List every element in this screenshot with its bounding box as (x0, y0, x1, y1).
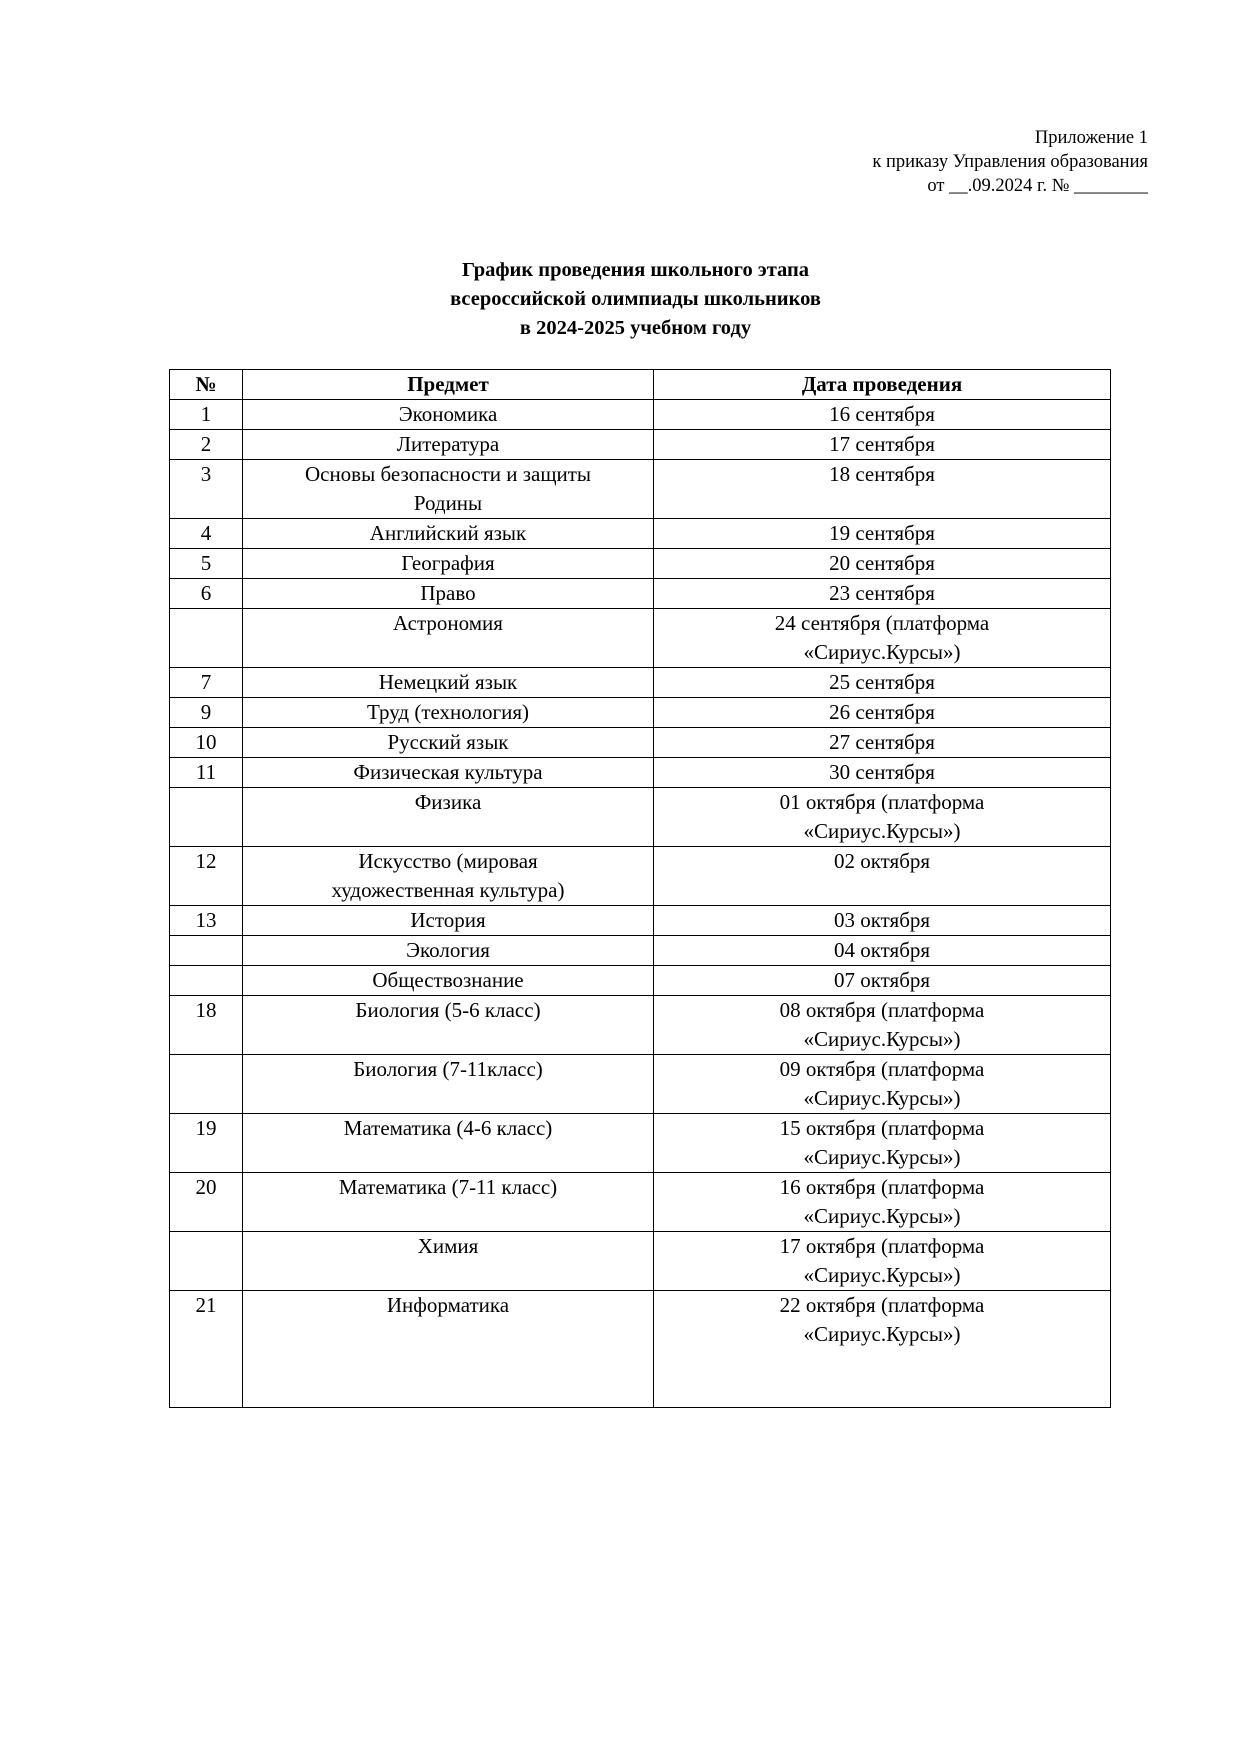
date-cell (654, 847, 1111, 906)
subject-cell-line: Искусство (мировая (358, 849, 538, 873)
subject-cell (243, 579, 654, 609)
subject-cell-line: География (401, 551, 495, 575)
row-number: 13 (170, 906, 243, 936)
subject-cell (243, 549, 654, 579)
date-cell-line: 24 сентября (платформа (774, 611, 990, 635)
subject-cell-line: Астрономия (393, 611, 503, 635)
date-cell (654, 1232, 1111, 1291)
table-row (170, 1173, 1111, 1232)
subject-cell-line: Литература (396, 432, 500, 456)
table-row (170, 400, 1111, 430)
date-cell (654, 966, 1111, 996)
appendix-header (872, 126, 1148, 198)
date-cell (654, 698, 1111, 728)
row-number: 7 (170, 668, 243, 698)
table-row (170, 788, 1111, 847)
schedule-table (169, 369, 1111, 1408)
row-number: 1 (170, 400, 243, 430)
row-number: 9 (170, 698, 243, 728)
table-row (170, 1232, 1111, 1291)
subject-cell (243, 1173, 654, 1232)
table-row (170, 906, 1111, 936)
row-number: 11 (170, 758, 243, 788)
row-number: 4 (170, 519, 243, 549)
date-cell-line: 27 сентября (829, 730, 935, 754)
date-cell-line: 15 октября (платформа (779, 1116, 985, 1140)
appendix-line-2: к приказу Управления образования (872, 152, 1148, 172)
subject-cell-line: Биология (7-11класс) (353, 1057, 543, 1081)
date-cell (654, 519, 1111, 549)
header-subject: Предмет (243, 370, 654, 400)
row-number (170, 936, 243, 966)
subject-cell (243, 1055, 654, 1114)
table-row (170, 460, 1111, 519)
subject-cell-line: Основы безопасности и защиты (304, 462, 592, 486)
date-cell-line: «Сириус.Курсы») (803, 1322, 961, 1346)
table-header-row (170, 370, 1111, 400)
table-row (170, 579, 1111, 609)
date-cell (654, 549, 1111, 579)
row-number: 12 (170, 847, 243, 906)
subject-cell (243, 519, 654, 549)
date-cell (654, 1055, 1111, 1114)
subject-cell-line: Информатика (386, 1293, 510, 1317)
subject-cell-line: Родины (413, 491, 483, 515)
date-cell (654, 1173, 1111, 1232)
date-cell-line: 04 октября (833, 938, 931, 962)
subject-cell (243, 400, 654, 430)
subject-cell (243, 609, 654, 668)
date-cell (654, 400, 1111, 430)
title-line-2: всероссийской олимпиады школьников (450, 288, 821, 310)
appendix-line-1: Приложение 1 (1034, 128, 1148, 148)
table-row (170, 549, 1111, 579)
subject-cell (243, 668, 654, 698)
date-cell-line: «Сириус.Курсы») (803, 1086, 961, 1110)
title-line-3: в 2024-2025 учебном году (519, 317, 752, 339)
date-cell-line: 08 октября (платформа (779, 998, 985, 1022)
subject-cell (243, 966, 654, 996)
subject-cell (243, 936, 654, 966)
subject-cell-line: Русский язык (387, 730, 509, 754)
date-cell-line: «Сириус.Курсы») (803, 640, 961, 664)
title-line-1: График проведения школьного этапа (461, 259, 810, 281)
appendix-line-3: от __.09.2024 г. № ________ (927, 176, 1148, 196)
table-row (170, 936, 1111, 966)
date-cell-line: 26 сентября (829, 700, 935, 724)
row-number (170, 609, 243, 668)
date-cell-line: 03 октября (833, 908, 931, 932)
table-row (170, 847, 1111, 906)
row-number: 10 (170, 728, 243, 758)
date-cell (654, 460, 1111, 519)
date-cell (654, 430, 1111, 460)
date-cell-line: «Сириус.Курсы») (803, 1145, 961, 1169)
row-number: 2 (170, 430, 243, 460)
subject-cell-line: Физика (414, 790, 482, 814)
subject-cell-line: Экология (406, 938, 490, 962)
subject-cell-line: История (410, 908, 486, 932)
subject-cell-line: Биология (5-6 класс) (355, 998, 541, 1022)
subject-cell (243, 728, 654, 758)
subject-cell-line: Английский язык (369, 521, 527, 545)
subject-cell (243, 1232, 654, 1291)
table-row (170, 668, 1111, 698)
date-cell (654, 609, 1111, 668)
table-row (170, 728, 1111, 758)
date-cell-line: «Сириус.Курсы») (803, 819, 961, 843)
table-row (170, 430, 1111, 460)
date-cell-line: 18 сентября (829, 462, 935, 486)
date-cell-line: 02 октября (833, 849, 931, 873)
date-cell-line: «Сириус.Курсы») (803, 1204, 961, 1228)
subject-cell (243, 847, 654, 906)
row-number: 3 (170, 460, 243, 519)
subject-cell-line: Обществознание (372, 968, 524, 992)
date-cell (654, 788, 1111, 847)
subject-cell-line: Экономика (398, 402, 498, 426)
row-number: 21 (170, 1291, 243, 1408)
table-row (170, 609, 1111, 668)
document-title (0, 256, 1241, 343)
date-cell (654, 1114, 1111, 1173)
date-cell (654, 579, 1111, 609)
table-row (170, 996, 1111, 1055)
table-row (170, 519, 1111, 549)
date-cell-line: 19 сентября (829, 521, 935, 545)
date-cell-line: 17 октября (платформа (779, 1234, 985, 1258)
subject-cell-line: Труд (технология) (366, 700, 530, 724)
row-number (170, 966, 243, 996)
subject-cell-line: Математика (4-6 класс) (343, 1116, 553, 1140)
row-number: 19 (170, 1114, 243, 1173)
date-cell-line: 25 сентября (829, 670, 935, 694)
date-cell (654, 906, 1111, 936)
table-row (170, 698, 1111, 728)
date-cell-line: 01 октября (платформа (779, 790, 985, 814)
date-cell (654, 936, 1111, 966)
subject-cell (243, 698, 654, 728)
date-cell-line: 30 сентября (829, 760, 935, 784)
subject-cell (243, 758, 654, 788)
subject-cell-line: Химия (417, 1234, 479, 1258)
header-date: Дата проведения (654, 370, 1111, 400)
date-cell (654, 996, 1111, 1055)
row-number: 20 (170, 1173, 243, 1232)
date-cell-line: 09 октября (платформа (779, 1057, 985, 1081)
date-cell (654, 728, 1111, 758)
subject-cell (243, 1291, 654, 1408)
table-row (170, 1291, 1111, 1408)
table-row (170, 1114, 1111, 1173)
header-number: № (170, 370, 243, 400)
table-row (170, 966, 1111, 996)
subject-cell (243, 430, 654, 460)
date-cell-line: 07 октября (833, 968, 931, 992)
date-cell-line: 23 сентября (829, 581, 935, 605)
subject-cell (243, 906, 654, 936)
date-cell (654, 668, 1111, 698)
subject-cell-line: Математика (7-11 класс) (338, 1175, 558, 1199)
row-number (170, 788, 243, 847)
row-number (170, 1055, 243, 1114)
row-number: 5 (170, 549, 243, 579)
date-cell-line: 17 сентября (829, 432, 935, 456)
subject-cell-line: Физическая культура (353, 760, 543, 784)
date-cell (654, 1291, 1111, 1408)
subject-cell (243, 1114, 654, 1173)
table-row (170, 758, 1111, 788)
date-cell-line: 16 сентября (829, 402, 935, 426)
date-cell-line: «Сириус.Курсы») (803, 1263, 961, 1287)
date-cell (654, 758, 1111, 788)
subject-cell-line: художественная культура) (331, 878, 565, 902)
schedule-body (170, 400, 1111, 1408)
subject-cell (243, 460, 654, 519)
row-number: 18 (170, 996, 243, 1055)
date-cell-line: 16 октября (платформа (779, 1175, 985, 1199)
row-number (170, 1232, 243, 1291)
table-row (170, 1055, 1111, 1114)
row-number: 6 (170, 579, 243, 609)
date-cell-line: «Сириус.Курсы») (803, 1027, 961, 1051)
date-cell-line: 22 октября (платформа (779, 1293, 985, 1317)
subject-cell-line: Право (420, 581, 476, 605)
subject-cell (243, 996, 654, 1055)
subject-cell (243, 788, 654, 847)
subject-cell-line: Немецкий язык (378, 670, 518, 694)
date-cell-line: 20 сентября (829, 551, 935, 575)
